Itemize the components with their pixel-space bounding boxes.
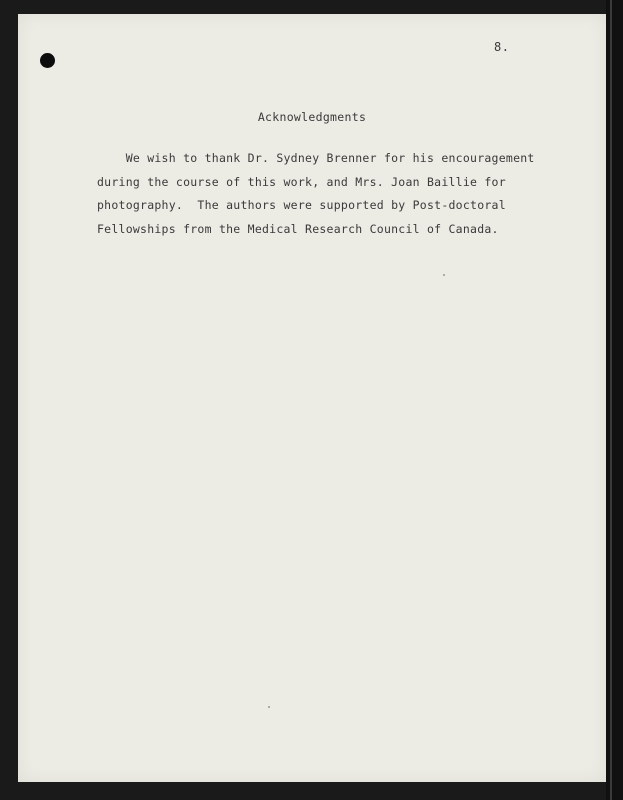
section-heading: Acknowledgments: [257, 110, 367, 124]
scanner-edge-line: [610, 0, 612, 800]
paragraph-line: We wish to thank Dr. Sydney Brenner for his encouragement: [97, 151, 535, 165]
document-page: [18, 14, 606, 782]
paper-speck: [268, 706, 270, 708]
punch-hole: [40, 53, 55, 68]
acknowledgments-paragraph: [97, 147, 557, 241]
paragraph-line: photography. The authors were supported by Post-doctoral: [97, 198, 506, 212]
paragraph-line: during the course of this work, and Mrs. Joan Baillie for: [97, 174, 506, 189]
paragraph-line: Fellowships from the Medical Research Council of Canada.: [97, 221, 499, 236]
paper-speck: [443, 274, 445, 276]
page-number: 8.: [494, 40, 510, 54]
scanner-edge: [606, 0, 623, 800]
